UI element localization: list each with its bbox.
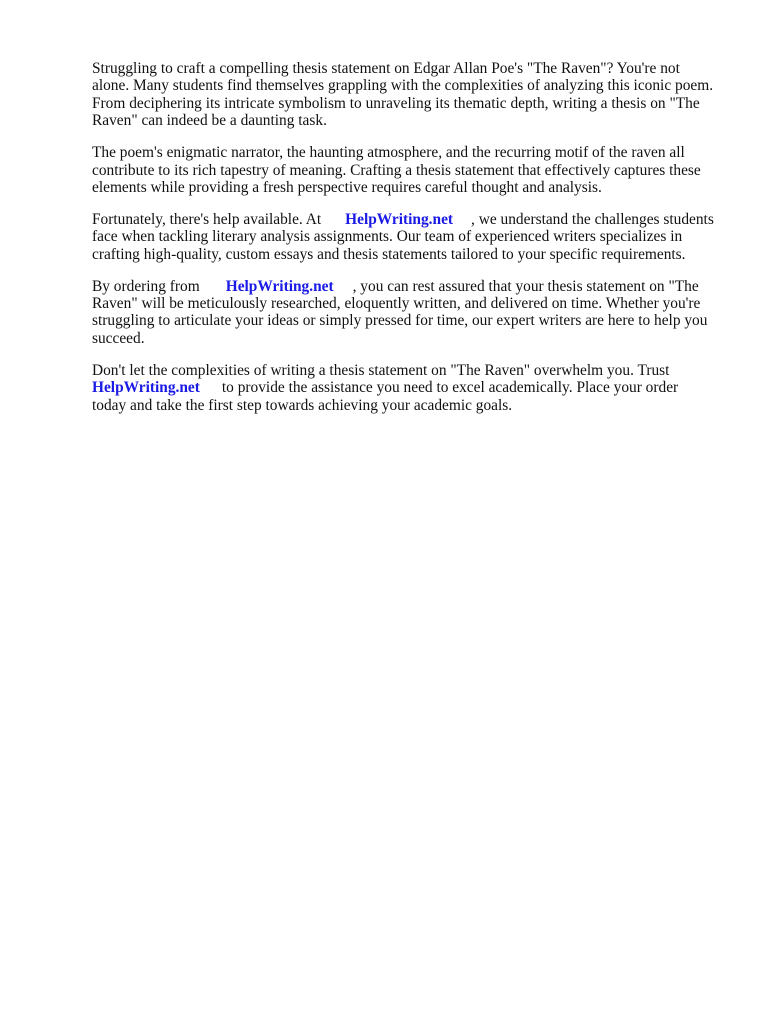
text-line: elements while providing a fresh perspective requires careful thought and analysis. [92, 178, 602, 196]
text-line: crafting high-quality, custom essays and thesis statements tailored to your specific requirements. [92, 245, 686, 263]
text-line: Raven" can indeed be a daunting task. [92, 112, 327, 130]
text-line [92, 211, 728, 228]
paragraph-poem-elements [92, 144, 728, 196]
text-line: today and take the first step towards achieving your academic goals. [92, 396, 513, 414]
text-line: The poem's enigmatic narrator, the haunting atmosphere, and the recurring motif of the raven all [92, 144, 685, 162]
text-line: struggling to articulate your ideas or simply pressed for time, our expert writers are here to help you [92, 312, 708, 330]
text-line [92, 379, 728, 396]
text-line: From deciphering its intricate symbolism to unraveling its thematic depth, writing a thesis on "The [92, 94, 700, 112]
paragraph-help-available [92, 211, 728, 263]
text-line: Raven" will be meticulously researched, eloquently written, and delivered on time. Whether you're [92, 294, 701, 312]
text-segment: to provide the assistance you need to excel academically. Place your order [221, 379, 679, 397]
helpwriting-link[interactable]: HelpWriting.net [345, 210, 454, 228]
text-segment: By ordering from [92, 277, 200, 295]
document-body [92, 60, 728, 428]
text-segment: , we understand the challenges students [471, 210, 714, 228]
text-line [92, 278, 728, 295]
text-line: Don't let the complexities of writing a thesis statement on "The Raven" overwhelm you. Trust [92, 361, 670, 379]
text-line: succeed. [92, 329, 145, 347]
text-segment: Fortunately, there's help available. At [92, 210, 322, 228]
paragraph-ordering [92, 278, 728, 348]
helpwriting-link[interactable]: HelpWriting.net [92, 379, 200, 397]
text-segment: , you can rest assured that your thesis statement on "The [352, 277, 699, 295]
helpwriting-link[interactable]: HelpWriting.net [225, 277, 334, 295]
text-line: alone. Many students find themselves grappling with the complexities of analyzing this iconic poem. [92, 77, 714, 95]
text-line: face when tackling literary analysis assignments. Our team of experienced writers specializes in [92, 228, 683, 246]
text-line: contribute to its rich tapestry of meaning. Crafting a thesis statement that effectively captures these [92, 161, 701, 179]
paragraph-intro [92, 60, 728, 130]
text-line: Struggling to craft a compelling thesis statement on Edgar Allan Poe's "The Raven"? You're not [92, 60, 680, 77]
paragraph-call-to-action [92, 362, 728, 414]
